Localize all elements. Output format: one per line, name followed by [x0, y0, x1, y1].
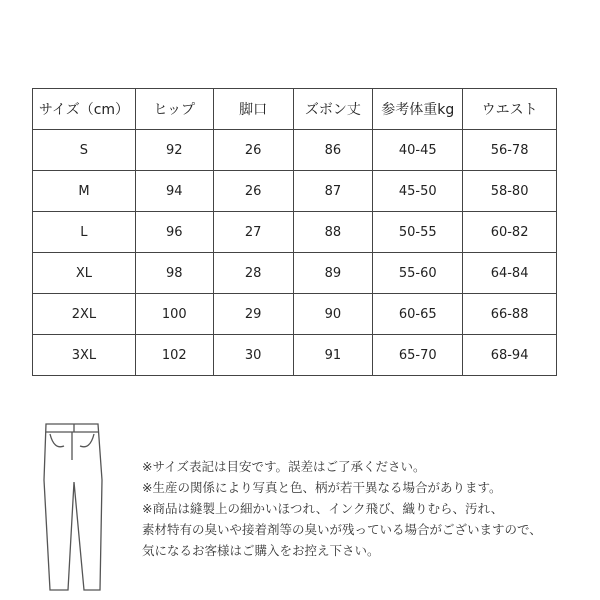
header-weight: 参考体重kg	[373, 89, 463, 130]
table-cell: 28	[213, 253, 293, 294]
table-cell: 87	[293, 171, 373, 212]
table-row	[33, 294, 557, 335]
table-cell: 45-50	[373, 171, 463, 212]
table-cell: 60-65	[373, 294, 463, 335]
table-cell: 100	[135, 294, 213, 335]
header-hip: ヒップ	[135, 89, 213, 130]
table-cell: 102	[135, 335, 213, 376]
table-cell: 30	[213, 335, 293, 376]
table-cell: 88	[293, 212, 373, 253]
table-cell: 65-70	[373, 335, 463, 376]
table-cell: 89	[293, 253, 373, 294]
table-cell: M	[33, 171, 136, 212]
table-cell: 26	[213, 171, 293, 212]
pants-icon	[38, 420, 108, 595]
table-cell: 26	[213, 130, 293, 171]
table-cell: 40-45	[373, 130, 463, 171]
header-length: ズボン丈	[293, 89, 373, 130]
table-cell: L	[33, 212, 136, 253]
table-cell: 96	[135, 212, 213, 253]
table-header-row	[33, 89, 557, 130]
table-row	[33, 335, 557, 376]
table-cell: 86	[293, 130, 373, 171]
table-cell: 55-60	[373, 253, 463, 294]
table-cell: 66-88	[463, 294, 557, 335]
header-waist: ウエスト	[463, 89, 557, 130]
table-cell: S	[33, 130, 136, 171]
table-cell: 92	[135, 130, 213, 171]
note-line: 素材特有の臭いや接着剤等の臭いが残っている場合がございますので、	[142, 522, 542, 537]
table-cell: 98	[135, 253, 213, 294]
notes	[142, 456, 542, 561]
table-cell: 60-82	[463, 212, 557, 253]
table-cell: 50-55	[373, 212, 463, 253]
table-cell: 91	[293, 335, 373, 376]
table-cell: 2XL	[33, 294, 136, 335]
note-line: ※商品は縫製上の細かいほつれ、インク飛び、織りむら、汚れ、	[142, 501, 504, 516]
table-cell: 94	[135, 171, 213, 212]
table-row	[33, 253, 557, 294]
table-row	[33, 130, 557, 171]
note-line: 気になるお客様はご購入をお控え下さい。	[142, 543, 380, 558]
table-cell: 3XL	[33, 335, 136, 376]
table-cell: 56-78	[463, 130, 557, 171]
note-line: ※サイズ表記は目安です。誤差はご了承ください。	[142, 459, 426, 474]
table-cell: XL	[33, 253, 136, 294]
size-chart-table	[32, 88, 557, 376]
note-line: ※生産の関係により写真と色、柄が若干異なる場合があります。	[142, 480, 502, 495]
table-cell: 64-84	[463, 253, 557, 294]
table-row	[33, 212, 557, 253]
table-row	[33, 171, 557, 212]
table-cell: 27	[213, 212, 293, 253]
table-cell: 58-80	[463, 171, 557, 212]
header-hem: 脚口	[213, 89, 293, 130]
table-cell: 68-94	[463, 335, 557, 376]
header-size: サイズ（cm）	[33, 89, 136, 130]
table-cell: 29	[213, 294, 293, 335]
table-cell: 90	[293, 294, 373, 335]
